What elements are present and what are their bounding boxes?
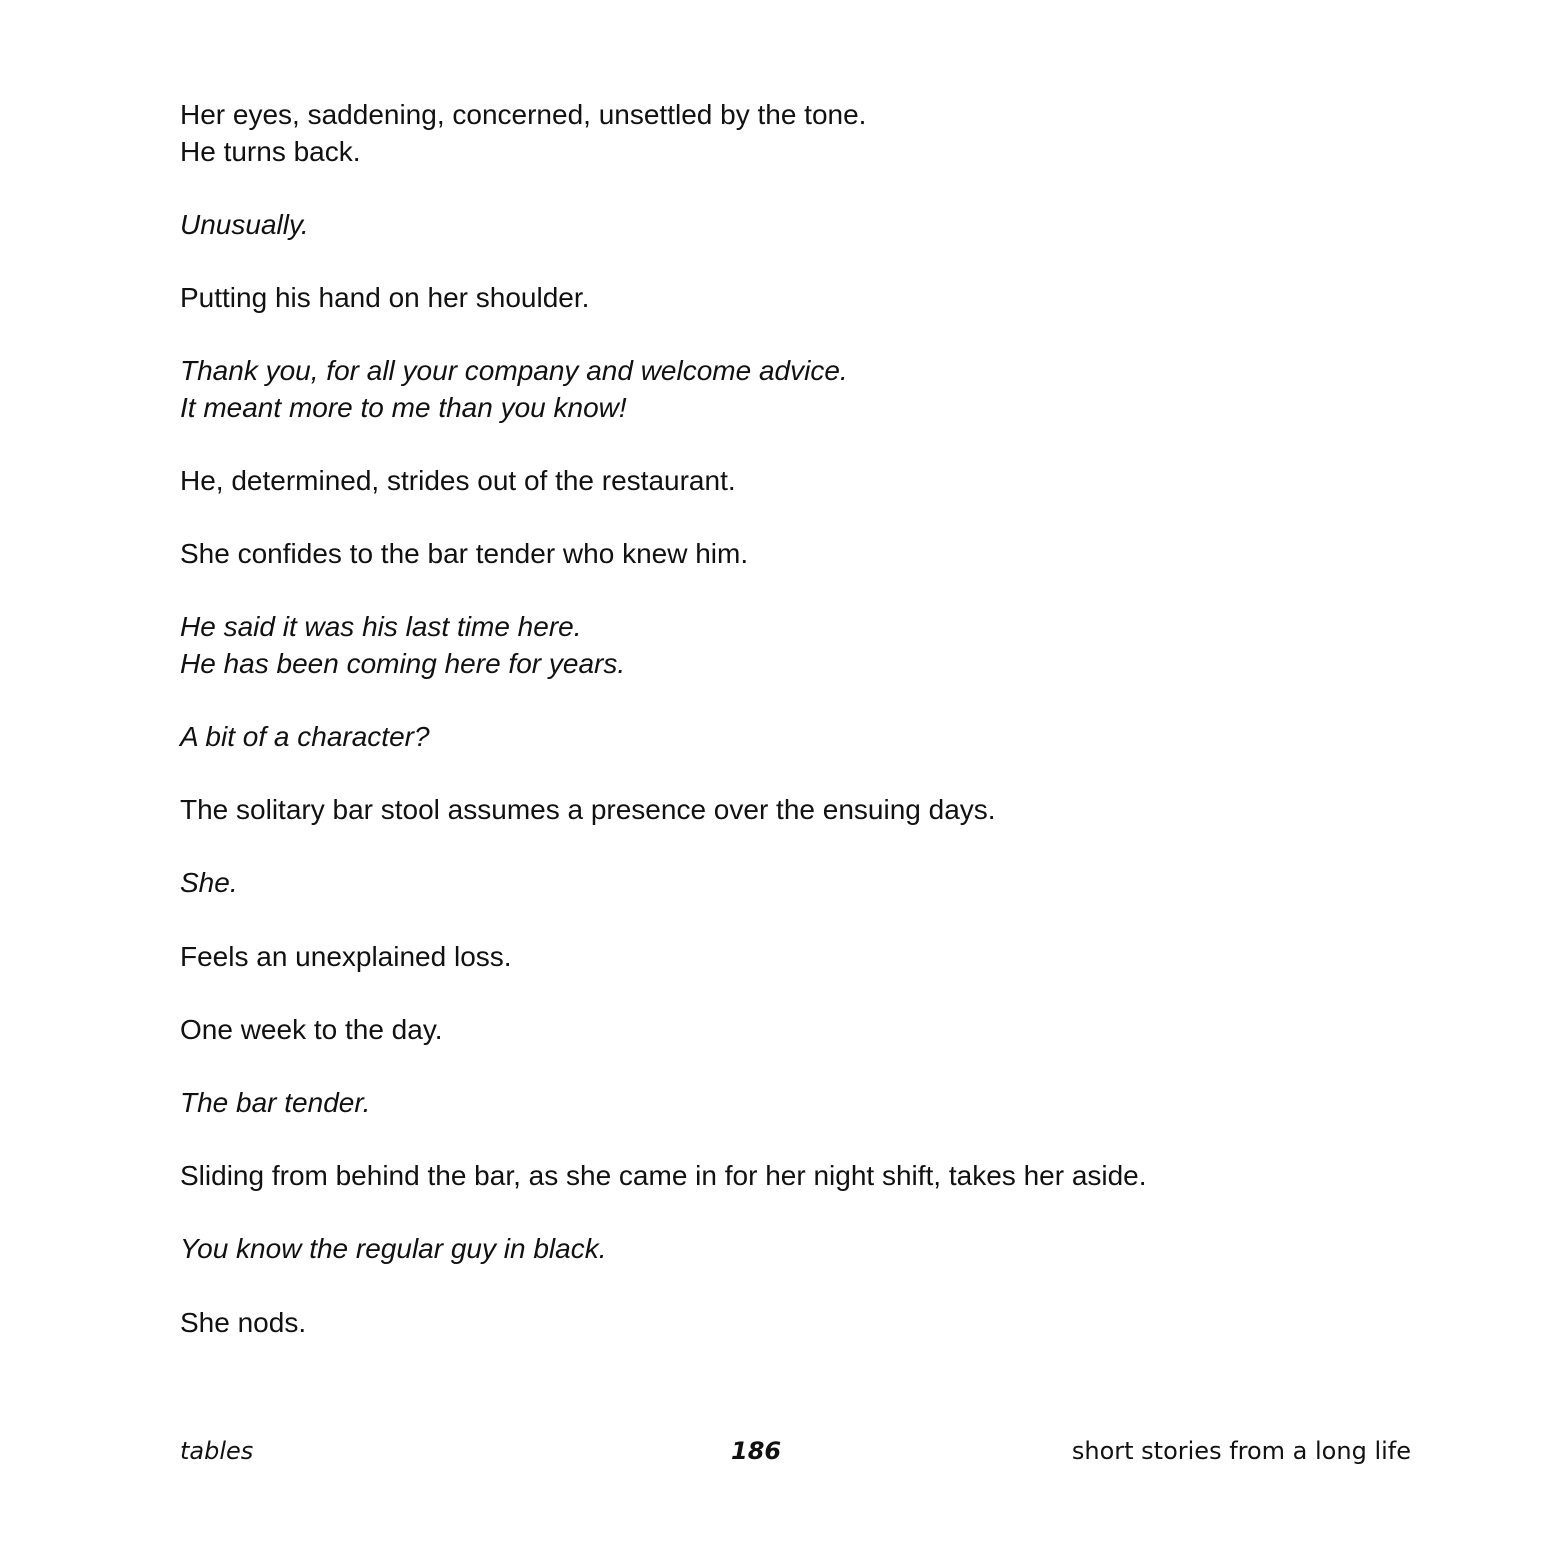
narration-line: Her eyes, saddening, concerned, unsettled by the tone. [180, 99, 867, 130]
blank-line [180, 573, 1430, 610]
blank-line [180, 1268, 1430, 1305]
narration-line: He, determined, strides out of the restaurant. [180, 464, 736, 496]
page-number: 186 [731, 1437, 782, 1465]
blank-line [180, 170, 1430, 207]
blank-line [180, 317, 1430, 354]
narration-line: He turns back. [180, 135, 361, 167]
dialogue-line: Unusually. [180, 208, 309, 240]
narration-line: Sliding from behind the bar, as she came in for her night shift, takes her aside. [180, 1160, 1147, 1192]
blank-line [180, 756, 1430, 793]
blank-line [180, 829, 1430, 866]
dialogue-line: A bit of a character? [180, 721, 430, 753]
narration-line: She confides to the bar tender who knew him. [180, 538, 749, 570]
blank-line [180, 975, 1430, 1012]
dialogue-line: He has been coming here for years. [180, 647, 626, 679]
page-body [180, 97, 1430, 1341]
blank-line [180, 243, 1430, 280]
footer-book-title: short stories from a long life [1071, 1437, 1411, 1465]
blank-line [180, 500, 1430, 537]
narration-line: She nods. [180, 1306, 307, 1338]
blank-line [180, 426, 1430, 463]
blank-line [180, 683, 1430, 720]
blank-line [180, 902, 1430, 939]
blank-line [180, 1048, 1430, 1085]
dialogue-line: He said it was his last time here. [180, 611, 582, 643]
dialogue-line: It meant more to me than you know! [180, 391, 627, 423]
narration-line: Feels an unexplained loss. [180, 940, 512, 972]
dialogue-line: The bar tender. [180, 1087, 371, 1119]
footer-section-title: tables [180, 1437, 254, 1465]
blank-line [180, 1122, 1430, 1159]
dialogue-line: Thank you, for all your company and welcome advice. [180, 355, 848, 387]
page-footer [0, 1433, 1557, 1469]
dialogue-line: She. [180, 867, 238, 899]
narration-line: Putting his hand on her shoulder. [180, 281, 590, 313]
blank-line [180, 1195, 1430, 1232]
dialogue-line: You know the regular guy in black. [180, 1233, 607, 1265]
narration-line: One week to the day. [180, 1013, 443, 1045]
narration-line: The solitary bar stool assumes a presence over the ensuing days. [180, 794, 996, 826]
